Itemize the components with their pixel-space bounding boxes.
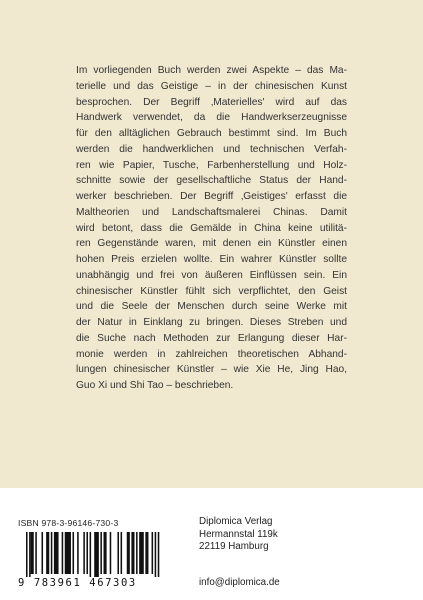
blurb-line: terielle und das Geistige – in der chinesischen Kunst xyxy=(76,80,347,92)
barcode-bar xyxy=(31,532,34,574)
barcode-bar xyxy=(136,532,138,574)
barcode-bar xyxy=(62,532,64,574)
blurb-line: hohen Preis erzielen wollte. Ein wahrer Künstler sollte xyxy=(76,254,347,265)
barcode-bar xyxy=(100,532,102,574)
blurb-line: unabhängig und frei von äußeren Einflüssen sein. Ein xyxy=(76,269,347,281)
blurb-line: werden die handwerklichen und technischen Verfah- xyxy=(76,143,347,155)
barcode-bar xyxy=(127,532,130,574)
publisher-email: info@diplomica.de xyxy=(199,577,280,588)
publisher-name: Diplomica Verlag xyxy=(199,516,273,527)
barcode-bar xyxy=(104,532,107,574)
barcode-bar xyxy=(26,532,28,578)
barcode-bar xyxy=(155,532,157,578)
blurb-line: ren Gegenstände waren, mit denen ein Künstler einen xyxy=(76,238,347,250)
blurb-line: für den alltäglichen Gebrauch bestimmt sind. Im Buch xyxy=(76,128,347,139)
barcode-bar xyxy=(83,532,85,574)
barcode-bar xyxy=(117,532,119,574)
publisher-address xyxy=(199,516,278,554)
barcode-bar xyxy=(65,532,71,574)
barcode-bar xyxy=(145,532,148,574)
barcode-bar xyxy=(90,532,92,578)
barcode-bar xyxy=(131,532,134,574)
barcode-bar xyxy=(29,532,31,578)
blurb-line: Maltheorien und Landschaftsmalerei Chinas. Damit xyxy=(76,206,347,218)
barcode-bar xyxy=(121,532,123,574)
blurb-line: Handwerk verwendet, da die Handwerkserzeugnisse xyxy=(76,112,347,124)
blurb-line: Im vorliegenden Buch werden zwei Aspekte – das Ma- xyxy=(76,65,347,76)
blurb-line: werker beschrieben. Der Begriff ‚Geistiges' erfasst die xyxy=(76,191,347,202)
blurb-line: monie werden in zahlreichen theoretischen Abhand- xyxy=(76,348,347,360)
isbn-label: ISBN 978-3-96146-730-3 xyxy=(18,518,119,528)
barcode-bar xyxy=(51,532,53,574)
blurb-line: besprochen. Der Begriff ‚Materielles' wird auf das xyxy=(76,96,347,108)
barcode-bar xyxy=(158,532,160,578)
barcode-bar xyxy=(94,532,99,578)
publisher-city: 22119 Hamburg xyxy=(199,541,269,553)
barcode-bar xyxy=(54,532,59,574)
barcode-bar xyxy=(139,532,144,574)
blurb-line: lungen chinesischer Künstler – wie Xie He, Jing Hao, xyxy=(76,364,347,376)
blurb-line: chinesischer Künstler fühlt sich verpflichtet, den Geist xyxy=(76,285,347,297)
blurb-line: der Natur in Einklang zu bringen. Dieses Streben und xyxy=(76,317,347,328)
blurb-line: schnitte sowie der gesellschaftliche Status der Hand- xyxy=(76,175,347,187)
barcode-bar xyxy=(42,532,44,574)
blurb-line: und die Seele der Menschen durch seine Werke mit xyxy=(76,301,347,313)
barcode-bars xyxy=(18,532,180,578)
blurb-line: ren wie Papier, Tusche, Farbenherstellung und Holz- xyxy=(76,159,347,171)
barcode-bar xyxy=(46,532,49,574)
barcode-bar xyxy=(73,532,75,574)
blurb-text xyxy=(76,63,347,394)
barcode-bar xyxy=(110,532,112,574)
blurb-line: Guo Xi und Shi Tao – beschrieben. xyxy=(76,380,234,391)
barcode-bar xyxy=(152,532,154,574)
publisher-street: Hermannstal 119k xyxy=(199,528,278,540)
barcode-bar xyxy=(35,532,37,574)
barcode-bar xyxy=(77,532,79,574)
barcode-digits: 9 783961 467303 xyxy=(18,577,180,589)
blurb-line: wird betont, dass die Gemälde in China keine utilitä- xyxy=(76,222,347,234)
blurb-line: die Suche nach Methoden zur Erlangung dieser Har- xyxy=(76,332,347,344)
barcode-bar xyxy=(86,532,88,574)
